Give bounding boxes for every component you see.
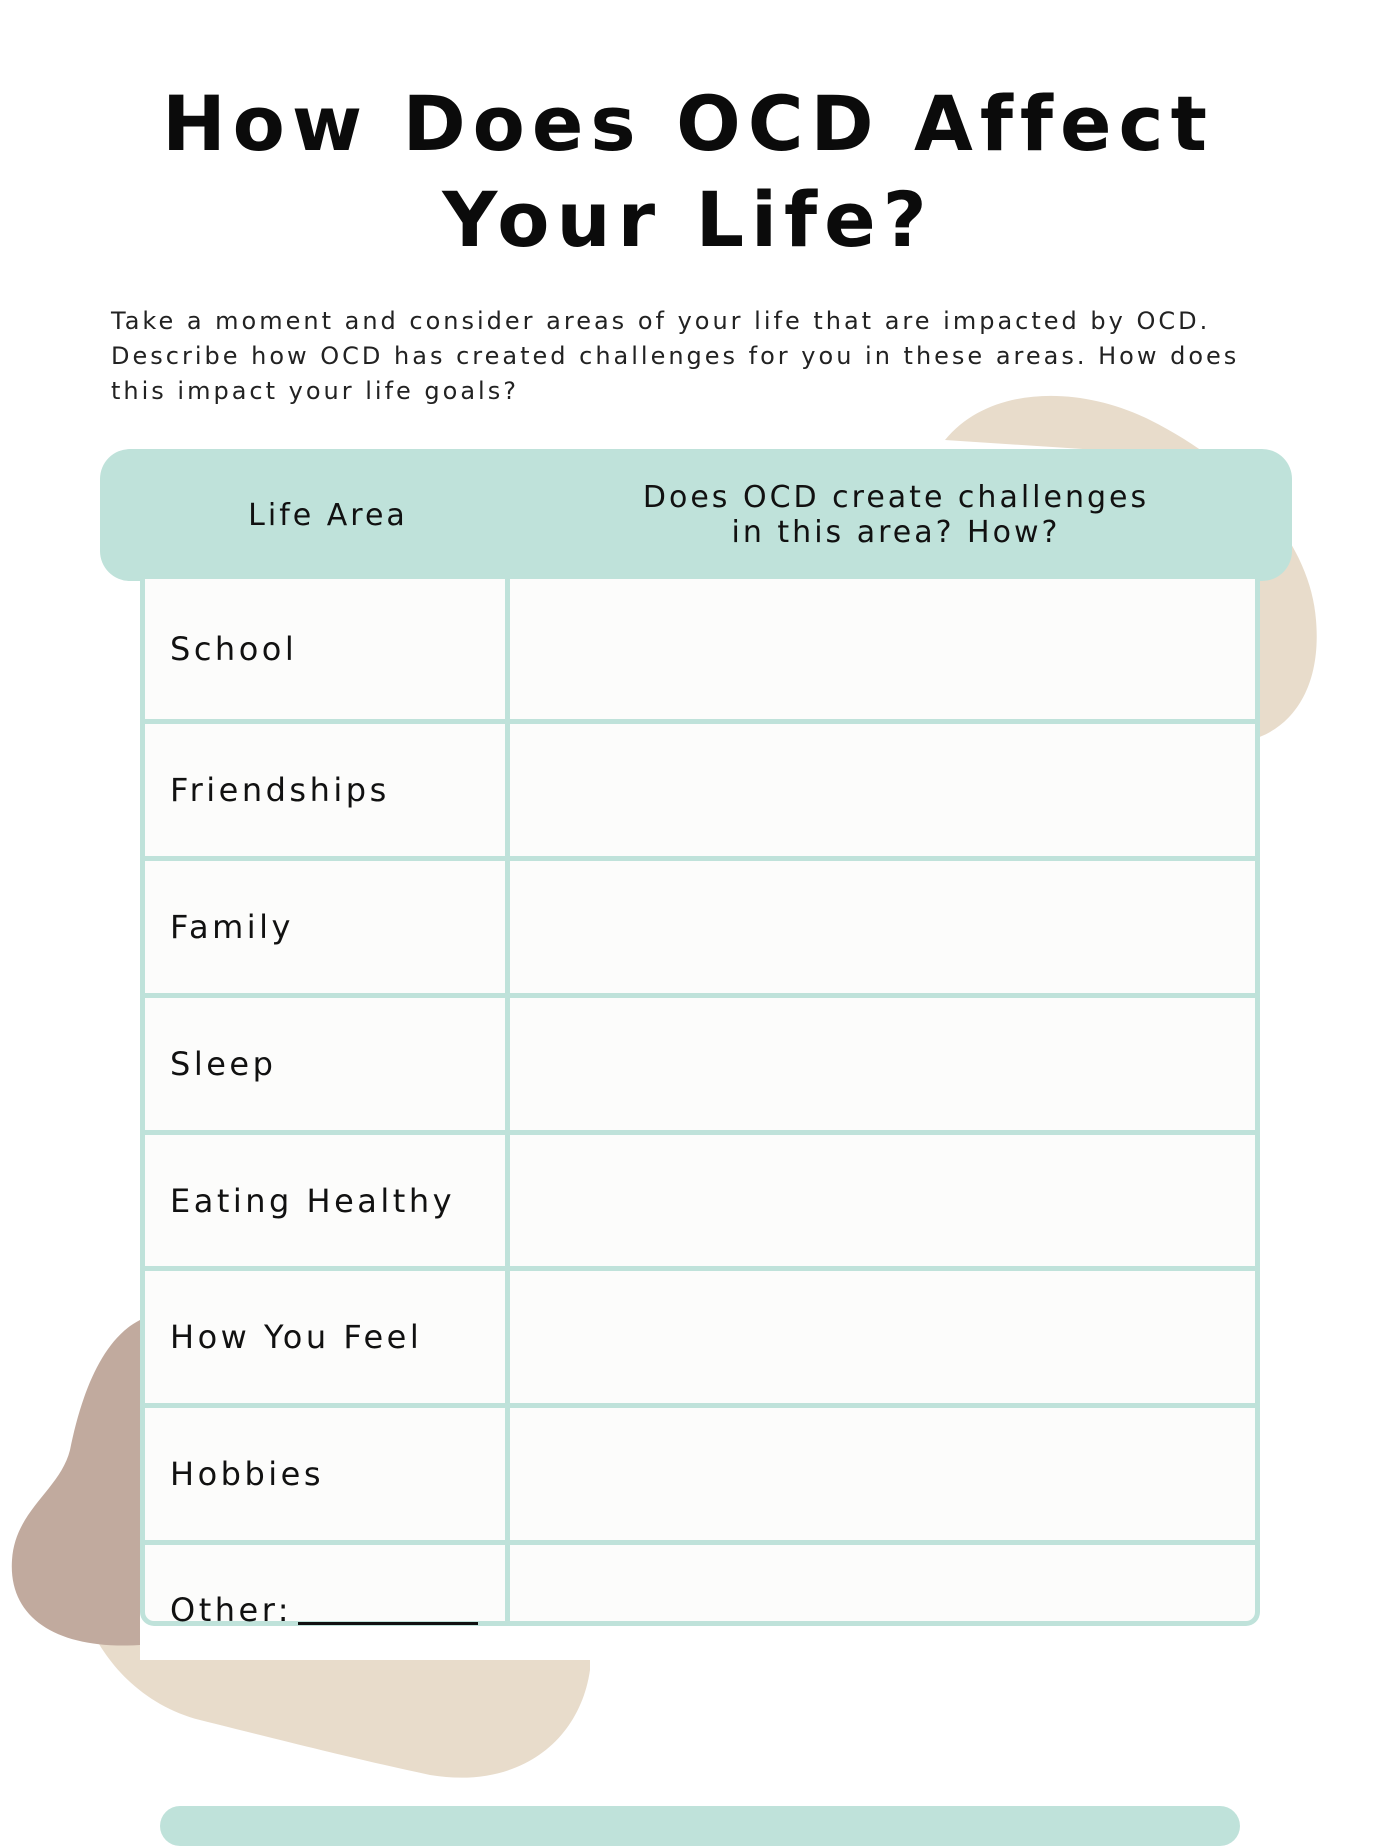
row-label-family: Family: [170, 908, 294, 946]
row-label-friendships: Friendships: [170, 771, 390, 809]
table-header: [100, 449, 1292, 581]
table-row: [145, 1135, 1255, 1271]
header-challenges-line-1: Does OCD create challenges: [642, 480, 1150, 515]
table-row: [145, 579, 1255, 724]
answer-cell-family[interactable]: [510, 861, 1255, 993]
row-label-school: School: [170, 630, 298, 668]
title-line-1: How Does OCD Affect: [162, 79, 1214, 168]
table-row: [145, 1271, 1255, 1408]
answer-cell-sleep[interactable]: [510, 998, 1255, 1130]
other-blank-line[interactable]: [298, 1596, 478, 1625]
header-challenges: [556, 449, 1236, 581]
title-line-2: Your Life?: [442, 175, 934, 264]
answer-cell-other[interactable]: [510, 1545, 1255, 1626]
instructions-text: Take a moment and consider areas of your life that are impacted by OCD. Describe how OCD has created challenges for you in these areas. How does this impact your life goals?: [111, 307, 1240, 405]
row-label-hobbies: Hobbies: [170, 1455, 325, 1493]
answer-cell-eating-healthy[interactable]: [510, 1135, 1255, 1266]
table-row: [145, 861, 1255, 998]
row-label-how-you-feel: How You Feel: [170, 1318, 423, 1356]
answer-cell-how-you-feel[interactable]: [510, 1271, 1255, 1403]
table-row: [145, 1545, 1255, 1629]
taupe-blob-bottom-left: [12, 1320, 140, 1646]
row-label-other-text: Other:: [170, 1591, 293, 1629]
header-challenges-line-2: in this area? How?: [731, 515, 1061, 550]
answer-cell-school[interactable]: [510, 579, 1255, 719]
row-label-sleep: Sleep: [170, 1045, 277, 1083]
table-row: [145, 998, 1255, 1135]
row-label-eating-healthy: Eating Healthy: [170, 1181, 456, 1220]
header-life-area: Life Area: [248, 497, 408, 533]
row-label-other: [170, 1545, 478, 1675]
table-body: [140, 579, 1260, 1629]
answer-cell-friendships[interactable]: [510, 724, 1255, 856]
table-row: [145, 724, 1255, 861]
table-row: [145, 1408, 1255, 1545]
answer-cell-hobbies[interactable]: [510, 1408, 1255, 1540]
page-title: [0, 76, 1376, 268]
next-section-header-strip: [160, 1806, 1240, 1846]
